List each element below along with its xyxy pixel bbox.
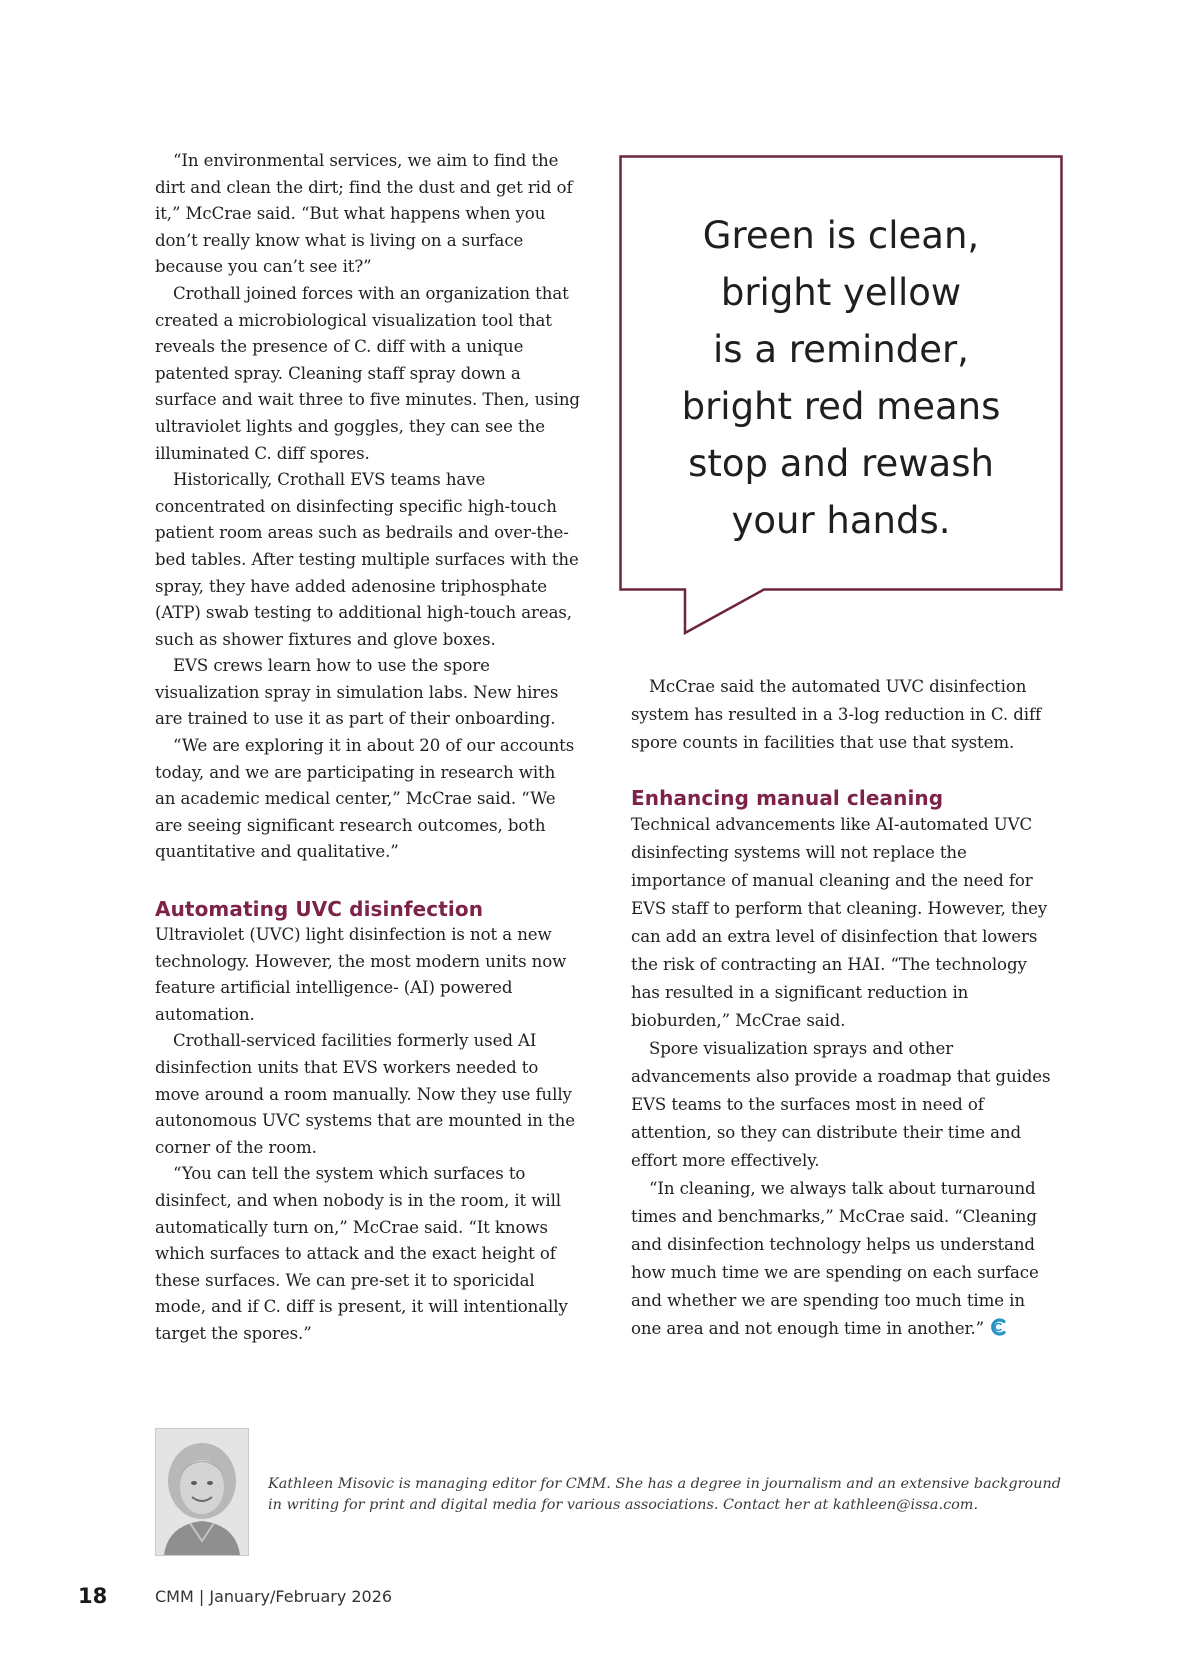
pull-quote-text [619,207,1063,549]
body-paragraph: McCrae said the automated UVC disinfection system has resulted in a 3-log reduction in C. diff spore counts in facilities that use that system. [631,677,1042,752]
body-paragraph: Ultraviolet (UVC) light disinfection is not a new technology. However, the most modern units now feature artificial intelligence- (AI) powered automation. [155,925,567,1024]
pull-quote-line: Green is clean, [702,214,980,257]
page-number: 18 [78,1584,108,1608]
pull-quote-line: bright red means [681,385,1001,428]
body-paragraph-final [631,1175,1051,1343]
pull-quote-line: your hands. [731,499,951,542]
pull-quote [619,155,1063,589]
body-paragraph: Crothall joined forces with an organization that created a microbiological visualization tool that reveals the presence of C. diff with a unique patented spray. Cleaning staff spray down a surface and wait three to five minutes. Then, using ultraviolet lights and goggles, they can see the illuminated C. diff spores. [155,283,580,463]
author-portrait-image [156,1429,248,1555]
body-paragraph: Historically, Crothall EVS teams have concentrated on disinfecting specific high-touch patient room areas such as bedrails and over-the-bed tables. After testing multiple surfaces with the spray, they have added adenosine triphosphate (ATP) swab testing to additional high-touch areas, such as shower fixtures and glove boxes. [155,470,579,649]
body-paragraph: Spore visualization sprays and other advancements also provide a roadmap that guides EVS teams to the surfaces most in need of attention, so they can distribute their time and effort more effectively. [631,1039,1051,1170]
body-paragraph: “We are exploring it in about 20 of our accounts today, and we are participating in research with an academic medical center,” McCrae said. “We are seeing significant research outcomes, both quantitative and qualitative.” [155,736,575,862]
body-paragraph: “In environmental services, we aim to find the dirt and clean the dirt; find the dust and get rid of it,” McCrae said. “But what happens when you don’t really know what is living on a surface because you can’t see it?” [155,151,573,277]
body-paragraph: Crothall-serviced facilities formerly used AI disinfection units that EVS workers needed to move around a room manually. Now they use fully autonomous UVC systems that are mounted in the corner of the room. [155,1031,575,1157]
publication-footer: CMM | January/February 2026 [155,1587,393,1606]
pull-quote-line: stop and rewash [688,442,994,485]
final-paragraph-text: “In cleaning, we always talk about turnaround times and benchmarks,” McCrae said. “Cleaning and disinfection technology helps us understand how much time we are spending on each surface and whether we are spending too much time in one area and not enough time in another.” [631,1179,1039,1338]
pull-quote-line: bright yellow [720,271,962,314]
author-bio: Kathleen Misovic is managing editor for CMM. She has a degree in journalism and an extensive background in writing for print and digital media for various associations. Contact her at kathleen@issa.com. [268,1476,1061,1513]
body-paragraph: EVS crews learn how to use the spore visualization spray in simulation labs. New hires are trained to use it as part of their onboarding. [155,656,559,729]
body-paragraph: “You can tell the system which surfaces to disinfect, and when nobody is in the room, it will automatically turn on,” McCrae said. “It knows which surfaces to attack and the exact height of these surfaces. We can pre-set it to sporicidal mode, and if C. diff is present, it will intentionally target the spores.” [155,1164,568,1343]
pull-quote-line: is a reminder, [713,328,969,371]
right-column [631,673,1051,1343]
body-paragraph: Technical advancements like AI-automated UVC disinfecting systems will not replace the importance of manual cleaning and the need for EVS staff to perform that cleaning. However, they can add an extra level of disinfection that lowers the risk of contracting an HAI. “The technology has resulted in a significant reduction in bioburden,” McCrae said. [631,815,1048,1030]
left-column [155,148,580,1348]
section-heading-automating-uvc: Automating UVC disinfection [155,897,484,922]
cmm-logo-end-mark-icon [988,1317,1008,1337]
section-heading-enhancing-manual-cleaning: Enhancing manual cleaning [631,786,944,810]
author-photo [155,1428,249,1556]
